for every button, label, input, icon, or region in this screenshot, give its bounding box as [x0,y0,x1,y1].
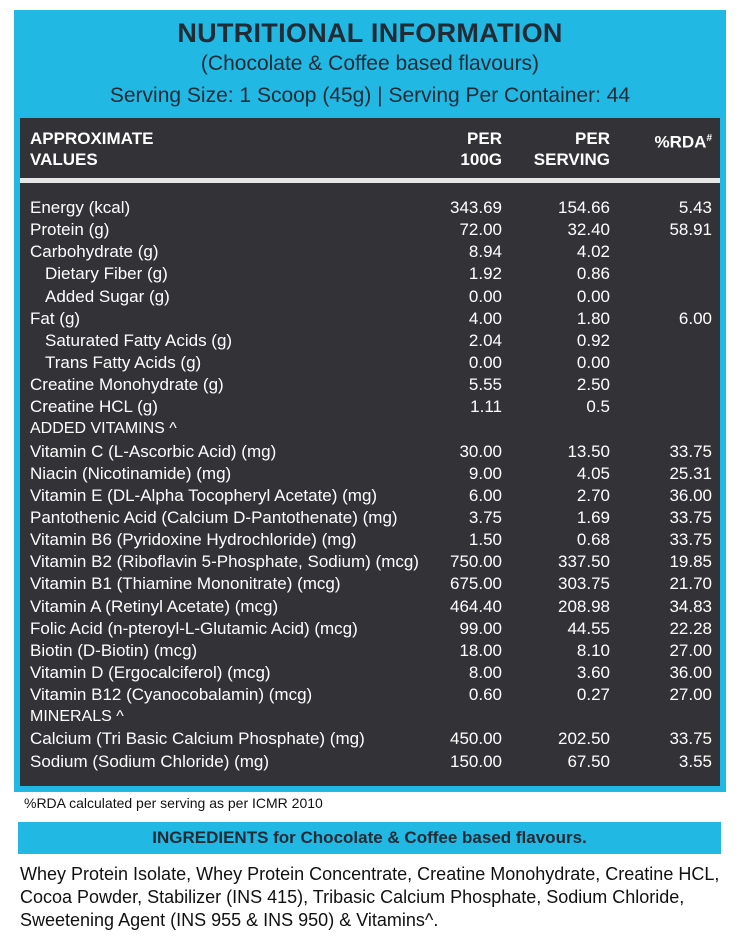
table-row [20,551,720,573]
per-serving-value: 0.86 [576,264,610,284]
per-100g-value: 0.00 [468,286,502,306]
per-100g-value: 18.00 [459,640,502,660]
table-row [20,197,720,219]
table-row [20,286,720,308]
nutrient-name: MINERALS ^ [30,708,124,726]
table-row [20,263,720,285]
per-serving-value: 3.60 [576,662,610,682]
per-serving-value: 8.10 [576,640,610,660]
rda-value: 5.43 [678,198,712,217]
table-row [20,441,720,463]
table-row [20,396,720,418]
table-row [20,573,720,595]
nutrient-name: Vitamin C (L-Ascorbic Acid) (mg) [30,441,277,461]
nutrition-table [20,118,720,786]
per-serving-value: 337.50 [558,552,610,572]
table-row [20,241,720,263]
per-100g-value: 3.75 [468,507,502,527]
per-100g-value: 0.60 [468,685,502,705]
table-row [20,662,720,684]
rda-value: 36.00 [669,662,712,682]
per-100g-value: 1.50 [468,530,502,550]
nutrient-name: Creatine Monohydrate (g) [30,375,224,395]
table-row [20,374,720,396]
per-100g-value: 150.00 [450,751,502,771]
nutrient-name: Biotin (D-Biotin) (mcg) [30,640,198,660]
nutrient-name: ADDED VITAMINS ^ [30,420,177,438]
header-divider [20,178,720,183]
table-body [20,197,720,773]
nutrient-name: Vitamin A (Retinyl Acetate) (mcg) [30,596,279,616]
table-row [20,352,720,374]
nutrient-name: Vitamin D (Ergocalciferol) (mcg) [30,662,271,682]
rda-value: 25.31 [669,463,712,483]
nutrient-name: Calcium (Tri Basic Calcium Phosphate) (mg) [30,729,365,749]
per-100g-value: 450.00 [450,729,502,749]
nutrient-name: Dietary Fiber (g) [45,264,168,284]
nutrient-name: Trans Fatty Acids (g) [45,352,202,372]
table-row [20,507,720,529]
rda-value: 58.91 [669,220,712,240]
table-row [20,618,720,640]
column-header-per-100g-line1: PER [467,129,502,148]
per-100g-value: 750.00 [450,552,502,572]
per-100g-value: 9.00 [468,463,502,483]
table-row [20,529,720,551]
rda-value: 33.75 [669,507,712,527]
rda-value: 33.75 [669,530,712,550]
table-row [20,485,720,507]
table-row [20,330,720,352]
nutrient-name: Added Sugar (g) [45,286,170,306]
rda-value: 34.83 [669,596,712,616]
per-serving-value: 0.00 [576,286,610,306]
nutrient-name: Protein (g) [30,220,110,240]
column-header-per-100g-line2: 100G [460,150,502,169]
column-header-per-100g [400,128,502,170]
table-row [20,596,720,618]
table-row [20,684,720,706]
rda-value: 33.75 [669,441,712,461]
rda-value: 27.00 [669,685,712,705]
per-serving-value: 0.00 [576,352,610,372]
per-100g-value: 675.00 [450,574,502,594]
per-100g-value: 72.00 [459,220,502,240]
nutrient-name: Niacin (Nicotinamide) (mg) [30,463,232,483]
nutrient-name: Fat (g) [30,308,81,328]
column-header-values-line2: VALUES [30,150,98,169]
per-serving-value: 0.5 [586,397,610,417]
nutrient-name: Sodium (Sodium Chloride) (mg) [30,751,270,771]
per-serving-value: 13.50 [567,441,610,461]
nutrient-name: Saturated Fatty Acids (g) [45,330,233,350]
label-subtitle: (Chocolate & Coffee based flavours) [200,52,540,75]
nutrition-label [14,10,726,792]
rda-value: 36.00 [669,485,712,505]
per-serving-value: 202.50 [558,729,610,749]
per-100g-value: 343.69 [450,198,502,217]
per-100g-value: 2.04 [468,330,502,350]
per-serving-value: 2.50 [576,375,610,395]
rda-hash-mark: # [706,133,712,144]
per-serving-value: 208.98 [558,596,610,616]
per-100g-value: 6.00 [468,485,502,505]
section-header-row [20,418,720,440]
column-header-values-line1: APPROXIMATE [30,129,154,148]
rda-value: 22.28 [669,618,712,638]
column-header-values [30,128,153,170]
nutrient-name: Vitamin B2 (Riboflavin 5-Phosphate, Sodium) (mcg) [30,552,419,572]
per-100g-value: 4.00 [468,308,502,328]
table-row [20,308,720,330]
per-100g-value: 8.00 [468,662,502,682]
table-row [20,728,720,750]
column-header-per-serving-line2: SERVING [533,150,610,169]
rda-footnote: %RDA calculated per serving as per ICMR 2010 [24,795,323,811]
per-serving-value: 0.27 [576,685,610,705]
column-header-per-serving-line1: PER [575,129,610,148]
nutrient-name: Folic Acid (n-pteroyl-L-Glutamic Acid) (mcg) [30,618,358,638]
per-serving-value: 4.02 [576,242,610,262]
rda-value: 3.55 [678,751,712,771]
nutrient-name: Creatine HCL (g) [30,397,158,417]
per-100g-value: 5.55 [468,375,502,395]
per-serving-value: 4.05 [576,463,610,483]
per-serving-value: 303.75 [558,574,610,594]
nutrient-name: Vitamin B6 (Pyridoxine Hydrochloride) (mg) [30,530,357,550]
column-header-rda [620,128,712,153]
per-serving-value: 1.69 [576,507,610,527]
per-serving-value: 44.55 [567,618,610,638]
ingredients-heading: INGREDIENTS for Chocolate & Coffee based flavours. [18,822,721,854]
per-serving-value: 2.70 [576,485,610,505]
ingredients-text: Whey Protein Isolate, Whey Protein Concentrate, Creatine Monohydrate, Creatine HCL, Cocoa Powder, Stabilizer (INS 415), Tribasic Calcium Phosphate, Sodium Chloride, Sweetening Agent (INS 955 & INS 950) & Vitamins^. [20,864,720,930]
per-100g-value: 1.92 [468,264,502,284]
rda-value: 19.85 [669,552,712,572]
nutrient-name: Vitamin E (DL-Alpha Tocopheryl Acetate) (mg) [30,485,378,505]
per-100g-value: 99.00 [459,618,502,638]
nutrient-name: Pantothenic Acid (Calcium D-Pantothenate) (mg) [30,507,398,527]
table-row [20,219,720,241]
nutrient-name: Energy (kcal) [30,198,131,217]
nutrient-name: Vitamin B12 (Cyanocobalamin) (mcg) [30,685,313,705]
per-100g-value: 464.40 [450,596,502,616]
per-serving-value: 154.66 [558,198,610,217]
table-row [20,463,720,485]
rda-value: 6.00 [678,308,712,328]
nutrient-name: Vitamin B1 (Thiamine Mononitrate) (mcg) [30,574,341,594]
per-100g-value: 0.00 [468,352,502,372]
per-serving-value: 1.80 [576,308,610,328]
section-header-row [20,706,720,728]
table-row [20,640,720,662]
serving-info: Serving Size: 1 Scoop (45g) | Serving Per Container: 44 [109,84,631,107]
column-header-rda-text: %RDA [654,132,707,152]
rda-value: 27.00 [669,640,712,660]
per-serving-value: 0.92 [576,330,610,350]
nutrient-name: Carbohydrate (g) [30,242,159,262]
per-100g-value: 1.11 [470,397,502,417]
rda-value: 33.75 [669,729,712,749]
per-serving-value: 67.50 [567,751,610,771]
per-serving-value: 0.68 [576,530,610,550]
label-title: NUTRITIONAL INFORMATION [177,18,563,48]
column-header-per-serving [500,128,610,170]
per-100g-value: 30.00 [459,441,502,461]
per-serving-value: 32.40 [567,220,610,240]
per-100g-value: 8.94 [468,242,502,262]
table-row [20,751,720,773]
rda-value: 21.70 [669,574,712,594]
